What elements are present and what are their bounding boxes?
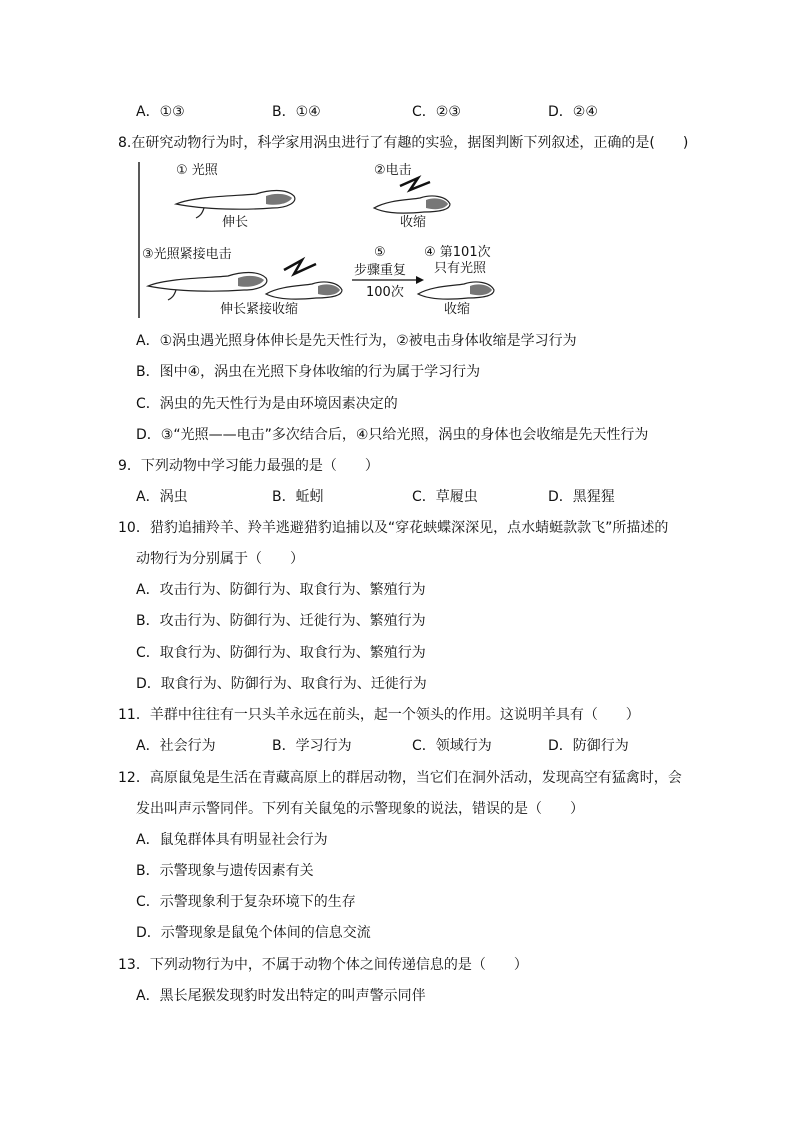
figure-p4-caption: 收缩 [444,302,471,317]
lightning-icon [284,260,316,274]
figure-p3-label: ③光照紧接电击 [142,247,232,262]
figure-p2-label: ②电击 [374,163,412,178]
q12-option-a: A．鼠兔群体具有明显社会行为 [136,832,328,848]
q12-option-c: C．示警现象利于复杂环境下的生存 [136,894,356,910]
figure-p4-label2: 只有光照 [434,261,487,276]
q9-option-c: C．草履虫 [412,489,478,505]
q12-stem-line1: 12．高原鼠兔是生活在青藏高原上的群居动物，当它们在洞外活动，发现高空有猛禽时，会 [118,770,682,786]
q10-stem-line2: 动物行为分别属于（ ） [136,551,304,567]
figure-step-num: ⑤ [374,245,386,260]
q9-option-a: A．涡虫 [136,489,188,505]
q8-option-a: A．①涡虫遇光照身体伸长是先天性行为，②被电击身体收缩是学习行为 [136,333,577,349]
figure-step-count: 100次 [366,285,404,300]
q11-option-d: D．防御行为 [548,738,629,754]
q10-option-b: B．攻击行为、防御行为、迁徙行为、繁殖行为 [136,613,426,629]
q11-options [136,736,696,756]
q7-option-a: A．①③ [136,104,185,120]
flatworm-contracted-icon [418,282,494,299]
q8-option-d: D．③“光照——电击”多次结合后，④只给光照，涡虫的身体也会收缩是先天性行为 [136,427,649,443]
q8-option-c: C．涡虫的先天性行为是由环境因素决定的 [136,396,398,412]
lightning-icon [400,178,430,190]
q13-stem: 13．下列动物行为中，不属于动物个体之间传递信息的是（ ） [118,957,528,973]
q10-stem-line1: 10．猎豹追捕羚羊、羚羊逃避猎豹追捕以及“穿花蛱蝶深深见，点水蜻蜓款款飞”所描述的 [118,520,669,536]
q12-option-d: D．示警现象是鼠兔个体间的信息交流 [136,925,371,941]
q11-stem: 11．羊群中往往有一只头羊永远在前头，起一个领头的作用。这说明羊具有（ ） [118,707,640,723]
flatworm-extended-icon [176,191,295,219]
q11-option-a: A．社会行为 [136,738,216,754]
q10-option-c: C．取食行为、防御行为、取食行为、繁殖行为 [136,645,426,661]
q7-option-b: B．①④ [272,104,321,120]
arrow-right-icon [416,276,424,284]
q8-figure [138,160,518,320]
q10-option-d: D．取食行为、防御行为、取食行为、迁徙行为 [136,676,427,692]
q9-option-b: B．蚯蚓 [272,489,324,505]
q13-option-a: A．黑长尾猴发现豹时发出特定的叫声警示同伴 [136,988,426,1004]
q10-option-a: A．攻击行为、防御行为、取食行为、繁殖行为 [136,582,426,598]
flatworm-extended-icon [148,273,267,301]
q12-option-b: B．示警现象与遗传因素有关 [136,863,314,879]
q9-option-d: D．黑猩猩 [548,489,615,505]
flatworm-contracted-icon [266,282,342,299]
q8-option-b: B．图中④，涡虫在光照下身体收缩的行为属于学习行为 [136,364,481,380]
q12-stem-line2: 发出叫声示警同伴。下列有关鼠兔的示警现象的说法，错误的是（ ） [136,801,584,817]
figure-p2-caption: 收缩 [400,215,427,230]
q11-option-b: B．学习行为 [272,738,352,754]
q9-options [136,487,696,507]
q11-option-c: C．领域行为 [412,738,492,754]
q7-option-d: D．②④ [548,104,598,120]
figure-p1-caption: 伸长 [222,215,249,230]
q7-options [136,102,696,122]
figure-step-text: 步骤重复 [354,263,407,278]
flatworm-contracted-icon [374,196,450,213]
figure-p4-label: ④ 第101次 [424,245,491,260]
q9-stem: 9．下列动物中学习能力最强的是（ ） [118,458,379,474]
q8-stem: 8.在研究动物行为时，科学家用涡虫进行了有趣的实验，据图判断下列叙述，正确的是( ) [118,135,689,151]
figure-p1-label: ① 光照 [176,163,218,178]
q7-option-c: C．②③ [412,104,461,120]
figure-p3-caption: 伸长紧接收缩 [220,302,299,317]
